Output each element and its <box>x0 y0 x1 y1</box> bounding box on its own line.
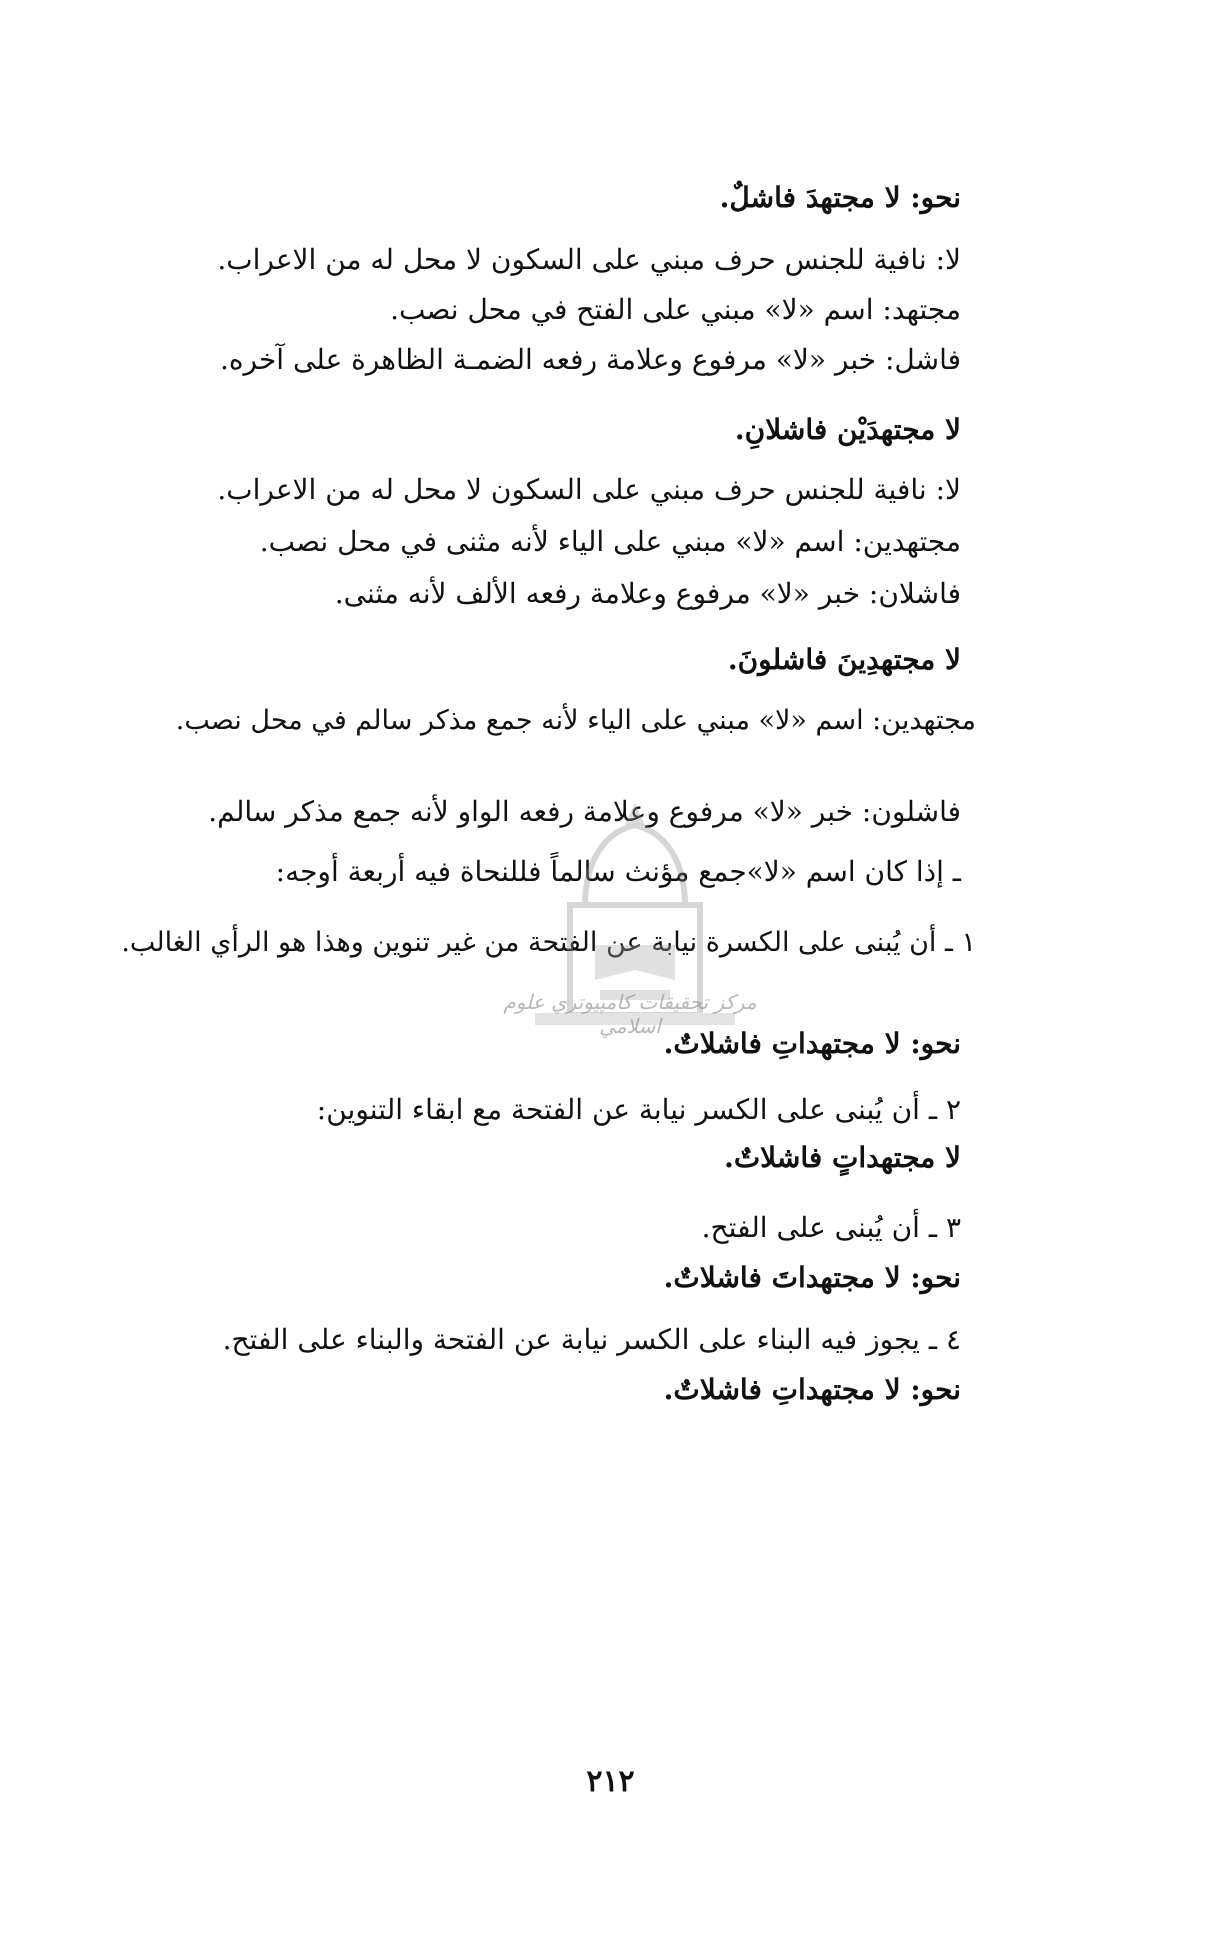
example-heading-6: نحو: لا مجتهداتَ فاشلاتٌ. <box>663 1261 961 1294</box>
rule-item-4: ٤ ـ يجوز فيه البناء على الكسر نيابة عن الفتحة والبناء على الفتح. <box>222 1323 961 1356</box>
example-heading-7: نحو: لا مجتهداتِ فاشلاتٌ. <box>663 1373 961 1406</box>
example-heading-4: نحو: لا مجتهداتِ فاشلاتٌ. <box>663 1027 961 1060</box>
example-heading-1: نحو: لا مجتهدَ فاشلٌ. <box>719 181 961 214</box>
rule-item-1: ١ ـ أن يُبنى على الكسرة نيابة عن الفتحة من غير تنوين وهذا هو الرأي الغالب. <box>121 927 976 958</box>
parse-line-mujtahidayn: مجتهدين: اسم «لا» مبني على الياء لأنه مثنى في محل نصب. <box>259 525 961 558</box>
parse-line-fashil: فاشل: خبر «لا» مرفوع وعلامة رفعه الضمـة الظاهرة على آخره. <box>219 343 961 376</box>
rule-item-3: ٣ ـ أن يُبنى على الفتح. <box>701 1211 961 1244</box>
parse-line-mujtahid: مجتهد: اسم «لا» مبني على الفتح في محل نصب. <box>390 293 961 326</box>
rule-item-2: ٢ ـ أن يُبنى على الكسر نيابة عن الفتحة مع ابقاء التنوين: <box>316 1093 961 1126</box>
watermark-text: مركز تحقيقات كامپيوتري علوم اسلامي <box>503 990 757 1038</box>
parse-line-la-1: لا: نافية للجنس حرف مبني على السكون لا محل له من الاعراب. <box>217 243 961 276</box>
parse-line-mujtahidin: مجتهدين: اسم «لا» مبني على الياء لأنه جمع مذكر سالم في محل نصب. <box>175 705 976 736</box>
example-heading-5: لا مجتهداتٍ فاشلاتٌ. <box>724 1141 961 1174</box>
example-heading-3: لا مجتهدِينَ فاشلونَ. <box>727 643 961 676</box>
parse-line-la-2: لا: نافية للجنس حرف مبني على السكون لا محل له من الاعراب. <box>217 473 961 506</box>
rule-heading: ـ إذا كان اسم «لا»جمع مؤنث سالماً فللنحاة فيه أربعة أوجه: <box>275 855 961 888</box>
page-number: ٢١٢ <box>586 1764 635 1799</box>
parse-line-fashilun: فاشلون: خبر «لا» مرفوع وعلامة رفعه الواو لأنه جمع مذكر سالم. <box>208 795 961 828</box>
example-heading-2: لا مجتهدَيْن فاشلانِ. <box>734 413 961 446</box>
parse-line-fashilan: فاشلان: خبر «لا» مرفوع وعلامة رفعه الألف لأنه مثنى. <box>334 577 961 610</box>
